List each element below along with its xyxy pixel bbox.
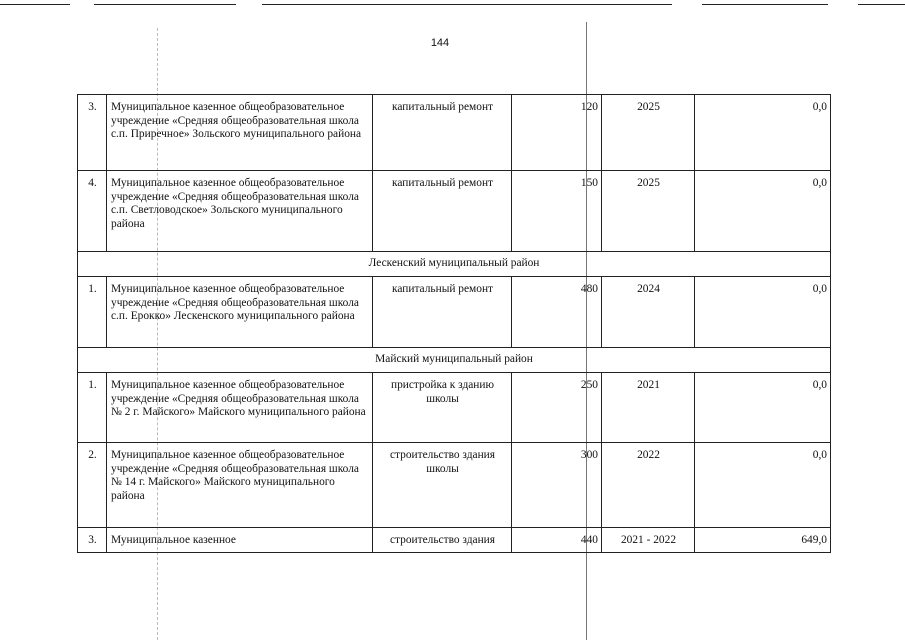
year: 2025 [602, 171, 695, 252]
work-type: капитальный ремонт [373, 171, 512, 252]
work-type: капитальный ремонт [373, 277, 512, 348]
section-title: Майский муниципальный район [78, 348, 831, 373]
section-header-row [78, 348, 831, 373]
amount: 0,0 [695, 95, 831, 171]
page-number: 144 [430, 37, 450, 49]
amount: 0,0 [695, 171, 831, 252]
table-row [78, 528, 831, 553]
section-header-row [78, 252, 831, 277]
row-number: 3. [78, 95, 107, 171]
table-row [78, 95, 831, 171]
top-rule [262, 4, 672, 5]
year: 2022 [602, 443, 695, 528]
row-number: 1. [78, 373, 107, 443]
table-row [78, 443, 831, 528]
work-type: строительство здания [373, 528, 512, 553]
table-row [78, 171, 831, 252]
schedule-table [77, 94, 831, 553]
amount: 649,0 [695, 528, 831, 553]
work-type: строительство здания школы [373, 443, 512, 528]
capacity: 480 [512, 277, 602, 348]
table-row [78, 373, 831, 443]
table-row [78, 277, 831, 348]
institution-name: Муниципальное казенное [107, 528, 373, 553]
amount: 0,0 [695, 443, 831, 528]
work-type: капитальный ремонт [373, 95, 512, 171]
year: 2024 [602, 277, 695, 348]
row-number: 1. [78, 277, 107, 348]
section-title: Лескенский муниципальный район [78, 252, 831, 277]
top-rule [0, 4, 70, 5]
capacity: 250 [512, 373, 602, 443]
top-rule [702, 4, 828, 5]
row-number: 3. [78, 528, 107, 553]
capacity: 120 [512, 95, 602, 171]
capacity: 300 [512, 443, 602, 528]
year: 2025 [602, 95, 695, 171]
institution-name: Муниципальное казенное общеобразовательное учреждение «Средняя общеобразовательная школа с.п. Светловодское» Зольского муниципального района [107, 171, 373, 252]
row-number: 4. [78, 171, 107, 252]
capacity: 150 [512, 171, 602, 252]
institution-name: Муниципальное казенное общеобразовательное учреждение «Средняя общеобразовательная школа с.п. Приречное» Зольского муниципального района [107, 95, 373, 171]
work-type: пристройка к зданию школы [373, 373, 512, 443]
amount: 0,0 [695, 373, 831, 443]
amount: 0,0 [695, 277, 831, 348]
capacity: 440 [512, 528, 602, 553]
top-rule [94, 4, 236, 5]
top-rule [858, 4, 905, 5]
year: 2021 - 2022 [602, 528, 695, 553]
row-number: 2. [78, 443, 107, 528]
year: 2021 [602, 373, 695, 443]
institution-name: Муниципальное казенное общеобразовательное учреждение «Средняя общеобразовательная школа № 2 г. Майского» Майского муниципального района [107, 373, 373, 443]
institution-name: Муниципальное казенное общеобразовательное учреждение «Средняя общеобразовательная школа № 14 г. Майского» Майского муниципального района [107, 443, 373, 528]
institution-name: Муниципальное казенное общеобразовательное учреждение «Средняя общеобразовательная школа с.п. Ерокко» Лескенского муниципального района [107, 277, 373, 348]
